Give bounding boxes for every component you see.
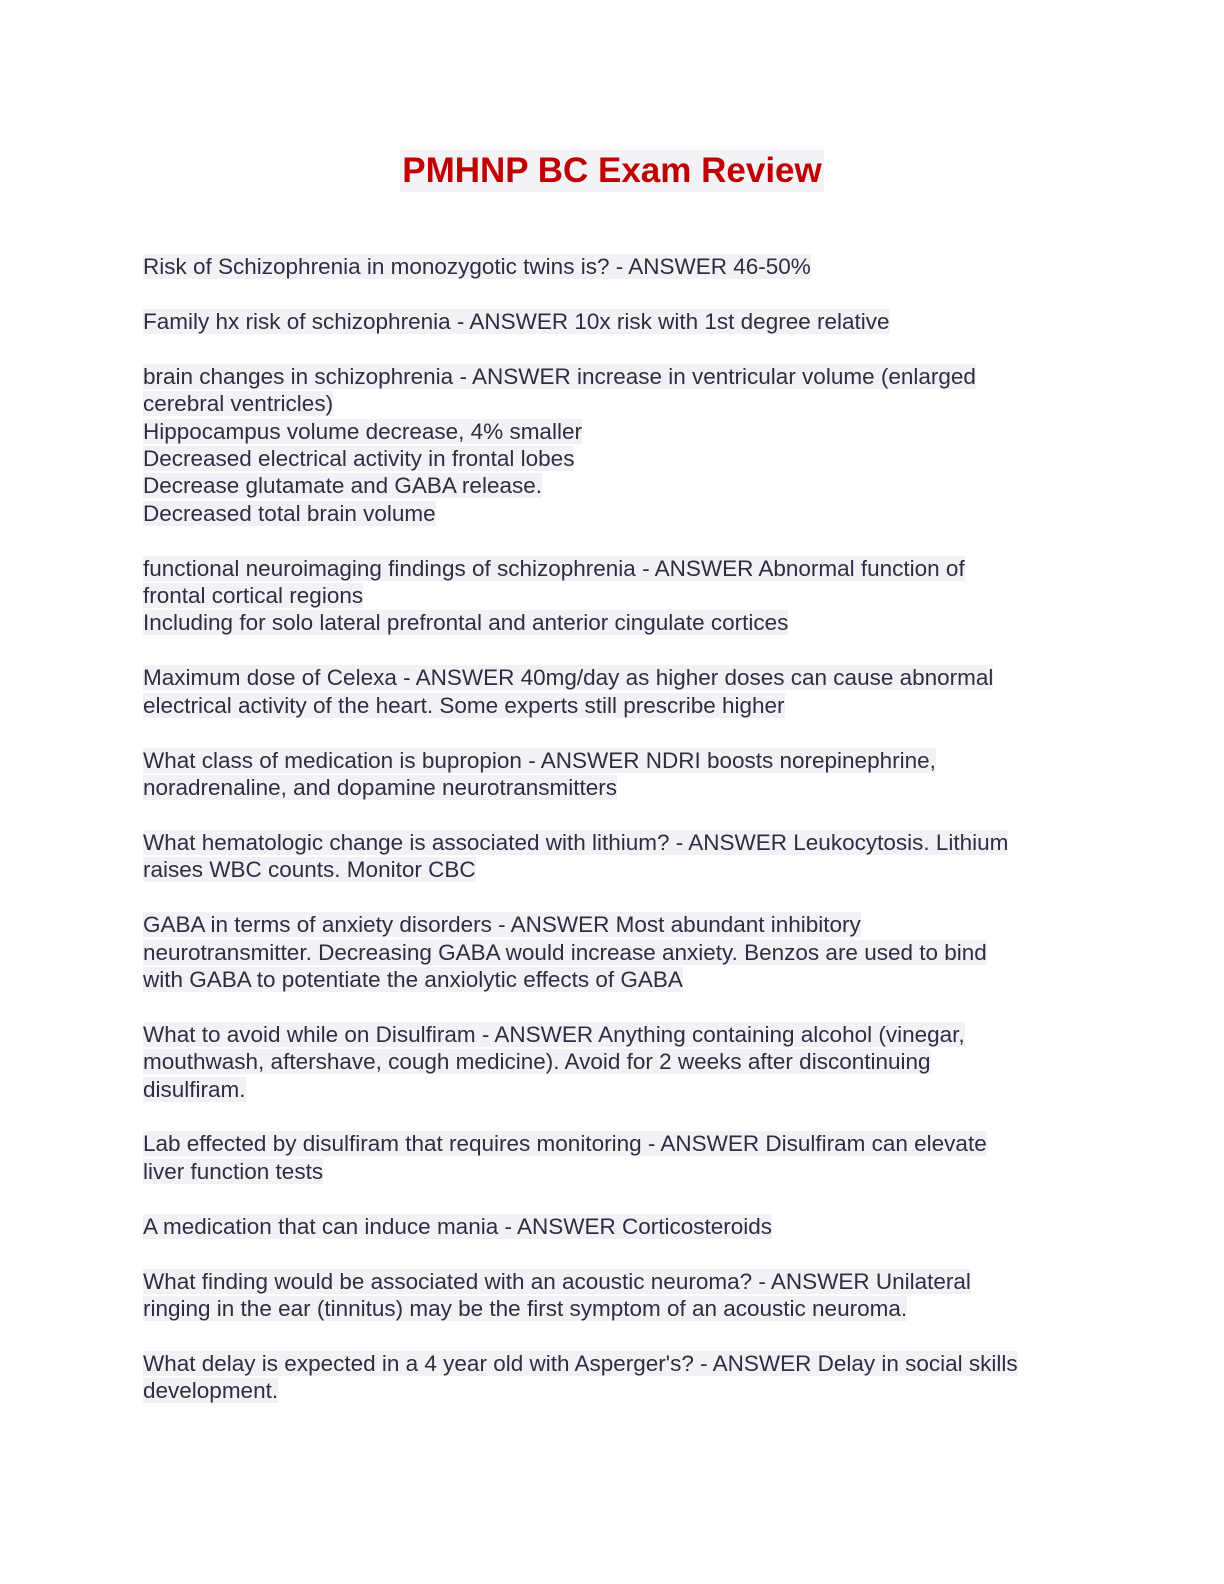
- qa-line-text: What class of medication is bupropion - ANSWER NDRI boosts norepinephrine,: [143, 747, 936, 773]
- qa-entry: [143, 911, 1083, 993]
- qa-line-text: Risk of Schizophrenia in monozygotic twins is? - ANSWER 46-50%: [143, 254, 811, 279]
- qa-line: [143, 609, 1083, 636]
- qa-line: [143, 582, 1083, 609]
- qa-entry: [143, 747, 1083, 802]
- qa-entry: [143, 555, 1083, 637]
- qa-line-text: functional neuroimaging findings of schizophrenia - ANSWER Abnormal function of: [143, 555, 965, 581]
- qa-line-text: A medication that can induce mania - ANSWER Corticosteroids: [143, 1213, 773, 1239]
- qa-line: [143, 911, 1083, 938]
- qa-line: [143, 1130, 1083, 1157]
- qa-entry: [143, 1268, 1083, 1323]
- qa-line-text: Maximum dose of Celexa - ANSWER 40mg/day as higher doses can cause abnormal: [143, 665, 994, 691]
- qa-entry: [143, 253, 1083, 280]
- qa-line-text: electrical activity of the heart. Some experts still prescribe higher: [143, 692, 785, 718]
- qa-line: [143, 966, 1083, 993]
- qa-line: [143, 829, 1083, 856]
- qa-line: [143, 1076, 1083, 1103]
- qa-line-text: ringing in the ear (tinnitus) may be the first symptom of an acoustic neuroma.: [143, 1296, 908, 1322]
- qa-line-text: disulfiram.: [143, 1076, 246, 1102]
- title-container: [0, 150, 1224, 192]
- qa-line-text: What delay is expected in a 4 year old with Asperger's? - ANSWER Delay in social skills: [143, 1350, 1018, 1376]
- qa-line: [143, 390, 1083, 417]
- qa-list: [143, 253, 1083, 1432]
- qa-line-text: mouthwash, aftershave, cough medicine). Avoid for 2 weeks after discontinuing: [143, 1049, 931, 1075]
- qa-line: [143, 664, 1083, 691]
- qa-line-text: Family hx risk of schizophrenia - ANSWER 10x risk with 1st degree relative: [143, 308, 890, 334]
- qa-line-text: brain changes in schizophrenia - ANSWER increase in ventricular volume (enlarged: [143, 363, 976, 389]
- qa-line: [143, 418, 1083, 445]
- qa-line: [143, 472, 1083, 499]
- qa-line-text: frontal cortical regions: [143, 583, 364, 609]
- qa-line-text: with GABA to potentiate the anxiolytic effects of GABA: [143, 966, 683, 992]
- qa-line-text: Decreased electrical activity in frontal lobes: [143, 445, 575, 471]
- qa-line-text: Hippocampus volume decrease, 4% smaller: [143, 418, 582, 444]
- qa-line: [143, 1158, 1083, 1185]
- qa-line: [143, 856, 1083, 883]
- qa-line: [143, 363, 1083, 390]
- qa-line: [143, 1021, 1083, 1048]
- qa-line-text: Decreased total brain volume: [143, 500, 436, 526]
- qa-line: [143, 253, 1083, 280]
- qa-line: [143, 308, 1083, 335]
- qa-line: [143, 1350, 1083, 1377]
- qa-line: [143, 1295, 1083, 1322]
- qa-entry: [143, 1021, 1083, 1103]
- qa-entry: [143, 1213, 1083, 1240]
- qa-line-text: noradrenaline, and dopamine neurotransmitters: [143, 774, 618, 800]
- qa-line-text: cerebral ventricles): [143, 391, 334, 417]
- qa-line-text: GABA in terms of anxiety disorders - ANSWER Most abundant inhibitory: [143, 912, 861, 938]
- qa-entry: [143, 1350, 1083, 1405]
- qa-line: [143, 1048, 1083, 1075]
- qa-line: [143, 1268, 1083, 1295]
- qa-line-text: Including for solo lateral prefrontal and anterior cingulate cortices: [143, 610, 789, 636]
- qa-line: [143, 939, 1083, 966]
- qa-line: [143, 1213, 1083, 1240]
- qa-line-text: raises WBC counts. Monitor CBC: [143, 857, 476, 883]
- qa-line: [143, 774, 1083, 801]
- qa-line: [143, 555, 1083, 582]
- qa-line: [143, 445, 1083, 472]
- qa-line-text: Decrease glutamate and GABA release.: [143, 473, 542, 499]
- qa-entry: [143, 363, 1083, 527]
- qa-line: [143, 500, 1083, 527]
- qa-line-text: What finding would be associated with an acoustic neuroma? - ANSWER Unilateral: [143, 1268, 971, 1294]
- qa-entry: [143, 308, 1083, 335]
- qa-line-text: liver function tests: [143, 1158, 324, 1184]
- qa-entry: [143, 829, 1083, 884]
- qa-entry: [143, 1130, 1083, 1185]
- qa-line: [143, 747, 1083, 774]
- qa-line: [143, 692, 1083, 719]
- qa-entry: [143, 664, 1083, 719]
- qa-line-text: development.: [143, 1378, 279, 1404]
- qa-line-text: What to avoid while on Disulfiram - ANSWER Anything containing alcohol (vinegar,: [143, 1021, 965, 1047]
- page-title: PMHNP BC Exam Review: [402, 151, 822, 190]
- qa-line-text: neurotransmitter. Decreasing GABA would increase anxiety. Benzos are used to bind: [143, 939, 987, 965]
- qa-line: [143, 1377, 1083, 1404]
- qa-line-text: What hematologic change is associated with lithium? - ANSWER Leukocytosis. Lithium: [143, 829, 1009, 855]
- qa-line-text: Lab effected by disulfiram that requires monitoring - ANSWER Disulfiram can elevate: [143, 1131, 987, 1157]
